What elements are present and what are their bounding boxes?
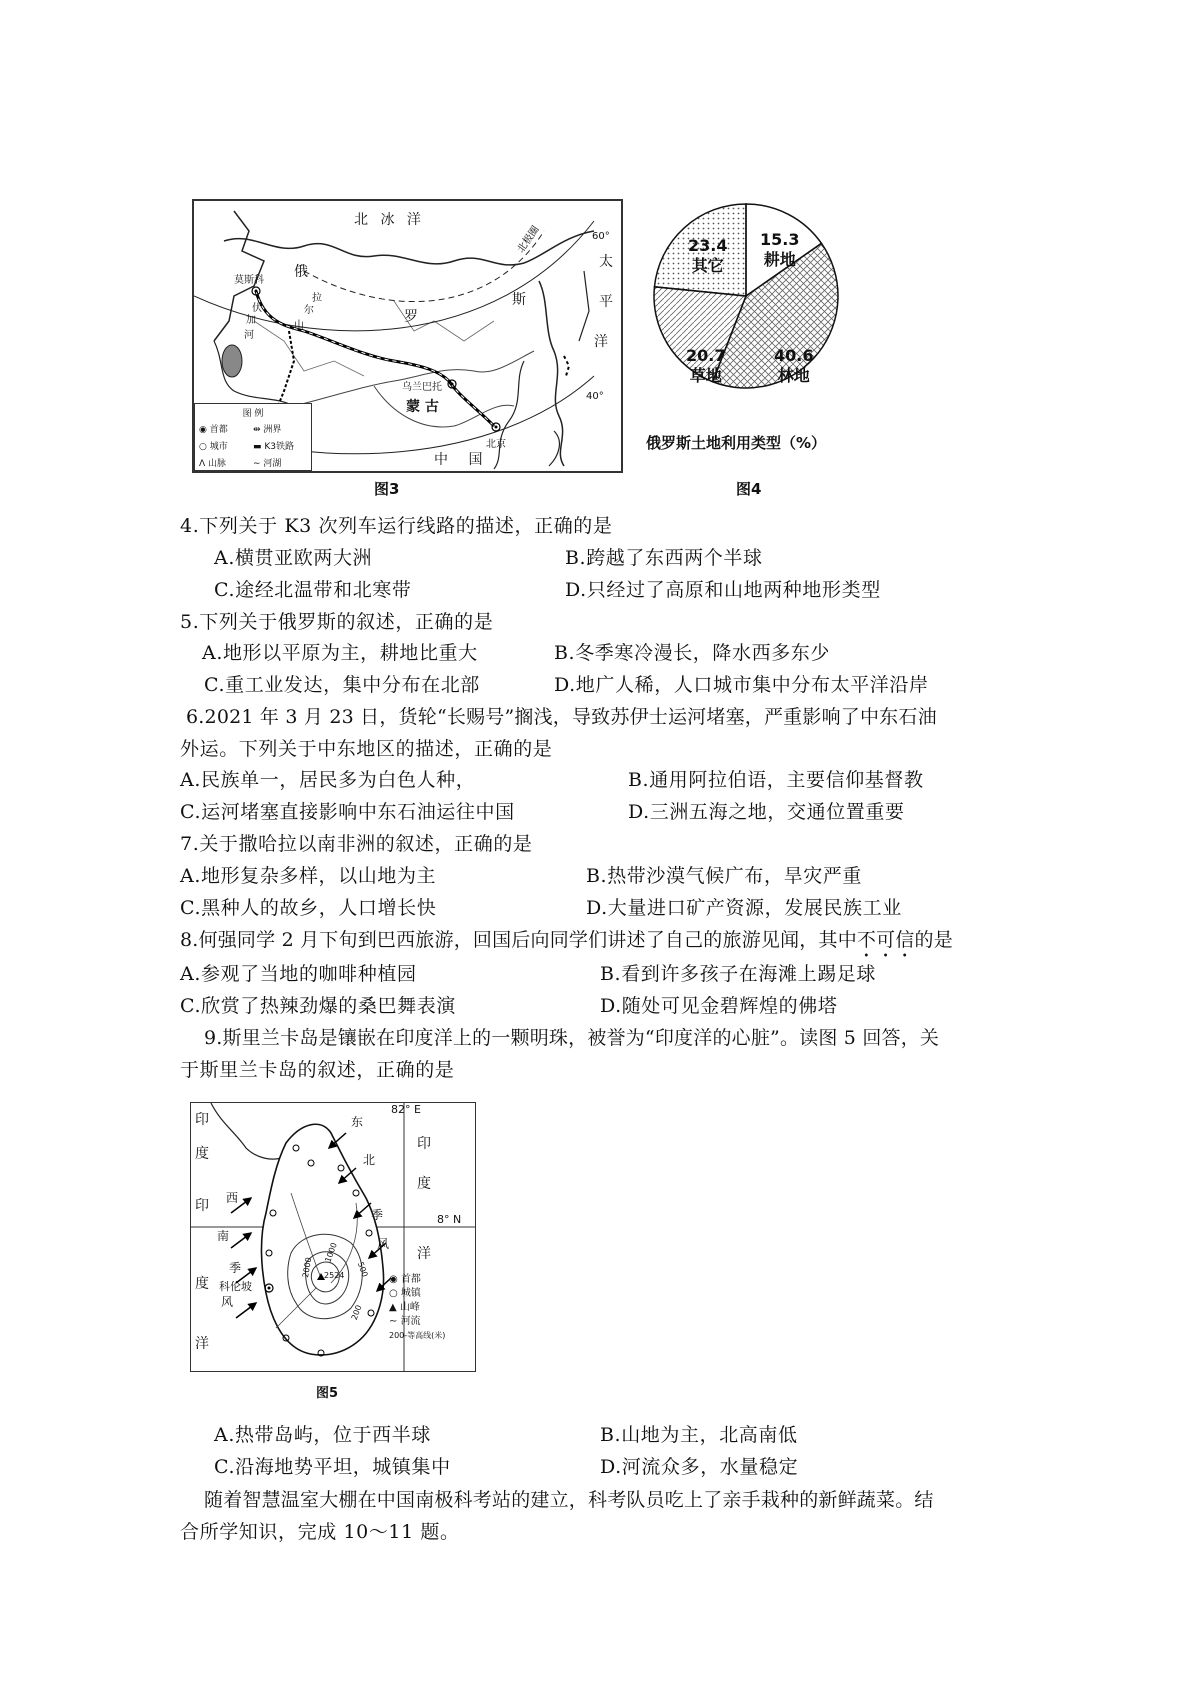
russia-label-1: 俄 xyxy=(294,264,308,280)
q8-option-c: C.欣赏了热辣劲爆的桑巴舞表演 xyxy=(180,995,456,1017)
peak-elevation-label: 2524 xyxy=(324,1271,345,1280)
arctic-ocean-label: 北 冰 洋 xyxy=(354,212,425,228)
legend-railway: ▬ K3铁路 xyxy=(253,442,295,452)
q8-stem-emphasis: 不可信 xyxy=(856,929,915,951)
legend-railway-label: K3铁路 xyxy=(264,442,295,452)
intro-q10-11-line1: 随着智慧温室大棚在中国南极科考站的建立，科考队员吃上了亲手栽种的新鲜蔬菜。结 xyxy=(204,1489,934,1511)
river-label: 河 xyxy=(244,330,254,341)
pie-chart-title: 俄罗斯土地利用类型（%） xyxy=(646,434,827,452)
q5-option-c: C.重工业发达，集中分布在北部 xyxy=(204,674,480,696)
legend-mountain: ᐱ 山脉 xyxy=(199,459,227,469)
ne-monsoon-char-1: 东 xyxy=(351,1115,364,1129)
q8-stem-main: 8.何强同学 2 月下旬到巴西旅游，回国后向同学们讲述了自己的旅游见闻，其中 xyxy=(180,929,857,951)
q8-stem-end: 的是 xyxy=(914,929,953,951)
sw-monsoon-char-2: 南 xyxy=(217,1229,230,1243)
q8-option-b: B.看到许多孩子在海滩上踢足球 xyxy=(600,963,877,985)
q6-option-d: D.三洲五海之地，交通位置重要 xyxy=(628,801,905,823)
q8-stem xyxy=(180,928,953,962)
q6-stem-line1: 6.2021 年 3 月 23 日，货轮“长赐号”搁浅，导致苏伊士运河堵塞，严重影响了中东石油 xyxy=(186,706,937,728)
contour-label-200: 200 xyxy=(349,1303,364,1322)
right-ocean-char-3: 洋 xyxy=(417,1246,431,1262)
pie-name-other: 其它 xyxy=(691,256,724,275)
q4-option-d: D.只经过了高原和山地两种地形类型 xyxy=(565,579,881,601)
legend-capital-label: 首都 xyxy=(400,1274,421,1285)
pie-name-forest: 林地 xyxy=(777,366,810,385)
legend-title: 图 例 xyxy=(242,409,264,419)
q9-option-a: A.热带岛屿，位于西半球 xyxy=(214,1424,431,1446)
figure-4-caption: 图4 xyxy=(736,480,762,498)
q7-option-d: D.大量进口矿产资源，发展民族工业 xyxy=(586,897,902,919)
legend-river-label: 河流 xyxy=(400,1316,421,1327)
pie-value-forest: 40.6 xyxy=(774,346,814,365)
q7-option-c: C.黑种人的故乡，人口增长快 xyxy=(180,897,437,919)
sw-monsoon-char-4: 风 xyxy=(221,1295,234,1309)
pacific-label-1: 太 xyxy=(599,254,613,270)
legend-continent-boundary: ⇹ 洲界 xyxy=(253,425,282,435)
left-ocean-char-1: 印 xyxy=(195,1112,209,1128)
q4-option-b: B.跨越了东西两个半球 xyxy=(565,547,763,569)
mongolia-label: 蒙 古 xyxy=(406,399,439,415)
pie-label-arable xyxy=(760,230,799,270)
figure-5-map xyxy=(190,1102,476,1372)
legend-mountain-label: 山脉 xyxy=(208,459,227,469)
q4-option-a: A.横贯亚欧两大洲 xyxy=(214,547,373,569)
contour-label-1000: 1000 xyxy=(323,1241,339,1264)
moscow-label: 莫斯科 xyxy=(234,275,264,286)
ne-monsoon-char-2: 北 xyxy=(363,1153,376,1167)
q7-option-a: A.地形复杂多样，以山地为主 xyxy=(180,865,437,887)
figure-3-legend xyxy=(194,403,312,471)
q5-option-a: A.地形以平原为主，耕地比重大 xyxy=(202,642,478,664)
colombo-label: 科伦坡 xyxy=(219,1280,252,1293)
china-label: 中 国 xyxy=(434,452,491,468)
left-ocean-char-2: 度 xyxy=(195,1146,209,1162)
q5-stem: 5.下列关于俄罗斯的叙述，正确的是 xyxy=(180,611,494,633)
ne-monsoon-char-4: 风 xyxy=(377,1237,390,1251)
figure-3-map xyxy=(192,199,623,473)
contour-label-500: 500 xyxy=(355,1260,370,1279)
lon-82e-label: 82° E xyxy=(391,1103,421,1116)
left-ocean-char-5: 洋 xyxy=(195,1336,209,1352)
right-ocean-char-1: 印 xyxy=(417,1136,431,1152)
pie-name-grass: 草地 xyxy=(689,366,722,385)
legend-city-label: 城市 xyxy=(209,442,228,452)
figure-5-caption: 图5 xyxy=(316,1386,339,1401)
volga-label-2: 加 xyxy=(246,315,256,326)
pie-value-grass: 20.7 xyxy=(686,346,726,365)
q6-option-c: C.运河堵塞直接影响中东石油运往中国 xyxy=(180,801,515,823)
q7-stem: 7.关于撒哈拉以南非洲的叙述，正确的是 xyxy=(180,833,533,855)
q9-stem-line2: 于斯里兰卡岛的叙述，正确的是 xyxy=(180,1059,455,1081)
legend-peak-label: 山峰 xyxy=(399,1302,420,1313)
q4-option-c: C.途经北温带和北寒带 xyxy=(214,579,412,601)
pacific-label-3: 洋 xyxy=(594,334,608,350)
beijing-label: 北京 xyxy=(486,439,506,450)
pie-label-grass xyxy=(686,346,725,386)
legend-contour-label: 200-等高线(米) xyxy=(389,1331,446,1340)
q9-option-d: D.河流众多，水量稳定 xyxy=(600,1456,799,1478)
pie-name-arable: 耕地 xyxy=(763,250,796,269)
pie-value-other: 23.4 xyxy=(688,236,728,255)
legend-capital: ◉ 首都 xyxy=(389,1274,421,1285)
q4-stem: 4.下列关于 K3 次列车运行线路的描述，正确的是 xyxy=(180,515,613,537)
legend-river-label: 河湖 xyxy=(263,459,282,469)
legend-capital: ◉ 首都 xyxy=(199,425,228,435)
q5-option-b: B.冬季寒冷漫长，降水西多东少 xyxy=(554,642,831,664)
arctic-circle-label: 北极圈 xyxy=(515,224,542,256)
q8-option-a: A.参观了当地的咖啡种植园 xyxy=(180,963,417,985)
pacific-label-2: 平 xyxy=(599,294,613,310)
russia-label-3: 斯 xyxy=(512,292,526,308)
legend-capital-label: 首都 xyxy=(209,425,228,435)
ural-label-1: 拉 xyxy=(312,293,322,304)
sw-monsoon-char-3: 季 xyxy=(229,1261,242,1275)
ulaanbaatar-label: 乌兰巴托 xyxy=(402,382,442,393)
figure-3-caption: 图3 xyxy=(374,480,400,498)
legend-river: ∼ 河流 xyxy=(389,1316,421,1327)
intro-q10-11-line2: 合所学知识，完成 10～11 题。 xyxy=(180,1521,460,1543)
left-ocean-char-3: 印 xyxy=(195,1198,209,1214)
lat-40-label: 40° xyxy=(586,391,604,402)
q6-option-a: A.民族单一，居民多为白色人种， xyxy=(180,769,476,791)
lat-8n-label: 8° N xyxy=(437,1213,462,1226)
q9-option-b: B.山地为主，北高南低 xyxy=(600,1424,798,1446)
legend-city: ○ 城市 xyxy=(199,442,228,452)
contour-label-2000: 2000 xyxy=(300,1256,314,1279)
volga-label-1: 伏 xyxy=(252,303,262,314)
right-ocean-char-2: 度 xyxy=(417,1176,431,1192)
ural-mountain-label: 山 xyxy=(294,320,304,331)
q9-stem-line1: 9.斯里兰卡岛是镶嵌在印度洋上的一颗明珠，被誉为“印度洋的心脏”。读图 5 回答，关 xyxy=(204,1027,940,1049)
q6-stem-line2: 外运。下列关于中东地区的描述，正确的是 xyxy=(180,738,553,760)
q5-option-d: D.地广人稀，人口城市集中分布太平洋沿岸 xyxy=(554,674,929,696)
legend-boundary-label: 洲界 xyxy=(263,425,282,435)
figure-4-pie-chart xyxy=(646,196,846,396)
sw-monsoon-char-1: 西 xyxy=(226,1191,239,1205)
pie-label-other xyxy=(688,236,727,276)
pie-label-forest xyxy=(774,346,813,386)
left-ocean-char-4: 度 xyxy=(195,1276,209,1292)
q6-option-b: B.通用阿拉伯语，主要信仰基督教 xyxy=(628,769,924,791)
legend-river: ∼ 河湖 xyxy=(253,459,282,469)
russia-label-2: 罗 xyxy=(404,309,418,325)
q7-option-b: B.热带沙漠气候广布，旱灾严重 xyxy=(586,865,863,887)
legend-town-label: 城镇 xyxy=(400,1288,421,1299)
legend-contour xyxy=(389,1329,445,1343)
ne-monsoon-char-3: 季 xyxy=(371,1208,384,1222)
legend-peak: ▲ 山峰 xyxy=(389,1302,420,1313)
figure-5-legend xyxy=(389,1273,445,1343)
ural-label-2: 尔 xyxy=(304,305,314,316)
q8-option-d: D.随处可见金碧辉煌的佛塔 xyxy=(600,995,838,1017)
pie-value-arable: 15.3 xyxy=(760,230,800,249)
legend-town: ○ 城镇 xyxy=(389,1288,421,1299)
q9-option-c: C.沿海地势平坦，城镇集中 xyxy=(214,1456,451,1478)
lat-60-label: 60° xyxy=(592,231,610,242)
